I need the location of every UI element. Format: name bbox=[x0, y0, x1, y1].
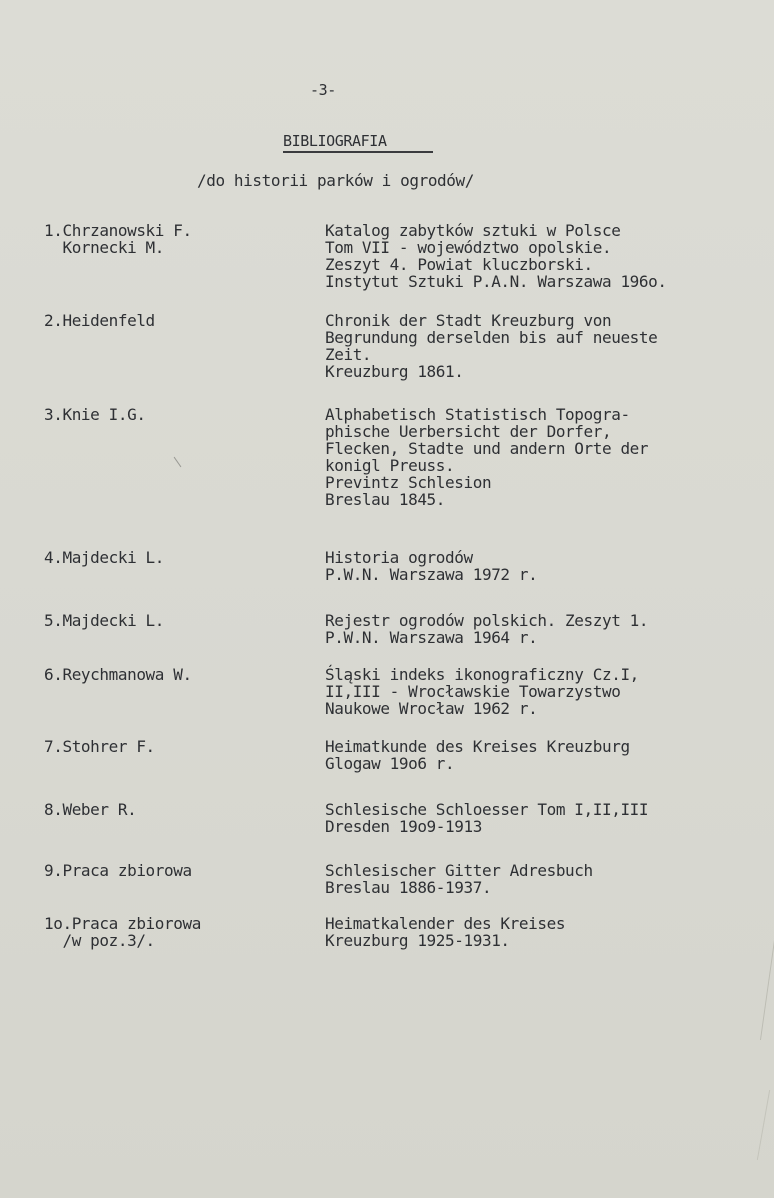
author-line: 9.Praca zbiorowa bbox=[44, 861, 192, 880]
author-line: 8.Weber R. bbox=[44, 800, 137, 819]
entry-author bbox=[44, 549, 164, 566]
author-line: 7.Stohrer F. bbox=[44, 737, 155, 756]
entry-work bbox=[325, 738, 630, 772]
author-line: 1o.Praca zbiorowa bbox=[44, 914, 201, 933]
work-line: konigl Preuss. bbox=[325, 456, 455, 475]
author-line: 2.Heidenfeld bbox=[44, 311, 155, 330]
entry-author bbox=[44, 801, 136, 818]
work-line: Tom VII - województwo opolskie. bbox=[325, 238, 612, 257]
author-line: 3.Knie I.G. bbox=[44, 405, 146, 424]
page-subtitle: /do historii parków i ogrodów/ bbox=[197, 171, 474, 190]
author-line: /w poz.3/. bbox=[44, 931, 155, 950]
work-line: II,III - Wrocławskie Towarzystwo bbox=[325, 682, 621, 701]
entry-author bbox=[44, 222, 192, 256]
paper-fold-mark bbox=[747, 1090, 770, 1160]
work-line: Katalog zabytków sztuki w Polsce bbox=[325, 221, 621, 240]
work-line: Breslau 1845. bbox=[325, 490, 446, 509]
entry-author bbox=[44, 612, 164, 629]
work-line: Kreuzburg 1861. bbox=[325, 362, 464, 381]
work-line: Begrundung derselden bis auf neueste bbox=[325, 328, 658, 347]
work-line: Chronik der Stadt Kreuzburg von bbox=[325, 311, 612, 330]
work-line: Kreuzburg 1925-1931. bbox=[325, 931, 510, 950]
entry-work bbox=[325, 612, 648, 646]
entry-author bbox=[44, 738, 155, 755]
pen-mark bbox=[174, 457, 182, 467]
work-line: Schlesischer Gitter Adresbuch bbox=[325, 861, 593, 880]
work-line: P.W.N. Warszawa 1972 r. bbox=[325, 565, 538, 584]
entry-author bbox=[44, 312, 155, 329]
paper-fold-mark bbox=[746, 940, 774, 1040]
work-line: Historia ogrodów bbox=[325, 548, 473, 567]
work-line: Heimatkunde des Kreises Kreuzburg bbox=[325, 737, 630, 756]
author-line: 5.Majdecki L. bbox=[44, 611, 165, 630]
page-title: BIBLIOGRAFIA bbox=[283, 132, 387, 150]
work-line: Śląski indeks ikonograficzny Cz.I, bbox=[325, 665, 639, 684]
author-line: 6.Reychmanowa W. bbox=[44, 665, 192, 684]
entry-work bbox=[325, 312, 657, 380]
work-line: Instytut Sztuki P.A.N. Warszawa 196o. bbox=[325, 272, 667, 291]
entry-work bbox=[325, 801, 648, 835]
work-line: P.W.N. Warszawa 1964 r. bbox=[325, 628, 538, 647]
entry-author bbox=[44, 915, 201, 949]
work-line: phische Uerbersicht der Dorfer, bbox=[325, 422, 612, 441]
title-underline bbox=[283, 151, 433, 153]
entry-work bbox=[325, 406, 648, 508]
entry-work bbox=[325, 666, 639, 717]
work-line: Rejestr ogrodów polskich. Zeszyt 1. bbox=[325, 611, 649, 630]
author-line: 4.Majdecki L. bbox=[44, 548, 165, 567]
work-line: Alphabetisch Statistisch Topogra- bbox=[325, 405, 630, 424]
work-line: Schlesische Schloesser Tom I,II,III bbox=[325, 800, 649, 819]
entry-author bbox=[44, 862, 192, 879]
work-line: Dresden 19o9-1913 bbox=[325, 817, 482, 836]
work-line: Heimatkalender des Kreises bbox=[325, 914, 566, 933]
work-line: Naukowe Wrocław 1962 r. bbox=[325, 699, 538, 718]
work-line: Flecken, Stadte und andern Orte der bbox=[325, 439, 649, 458]
work-line: Zeszyt 4. Powiat kluczborski. bbox=[325, 255, 593, 274]
entry-work bbox=[325, 222, 667, 290]
page-number: -3- bbox=[310, 81, 336, 99]
entry-work bbox=[325, 549, 537, 583]
author-line: Kornecki M. bbox=[44, 238, 165, 257]
entry-work bbox=[325, 915, 565, 949]
entry-author bbox=[44, 406, 146, 423]
entry-author bbox=[44, 666, 192, 683]
work-line: Breslau 1886-1937. bbox=[325, 878, 492, 897]
work-line: Previntz Schlesion bbox=[325, 473, 492, 492]
work-line: Zeit. bbox=[325, 345, 372, 364]
entry-work bbox=[325, 862, 593, 896]
work-line: Glogaw 19o6 r. bbox=[325, 754, 455, 773]
author-line: 1.Chrzanowski F. bbox=[44, 221, 192, 240]
